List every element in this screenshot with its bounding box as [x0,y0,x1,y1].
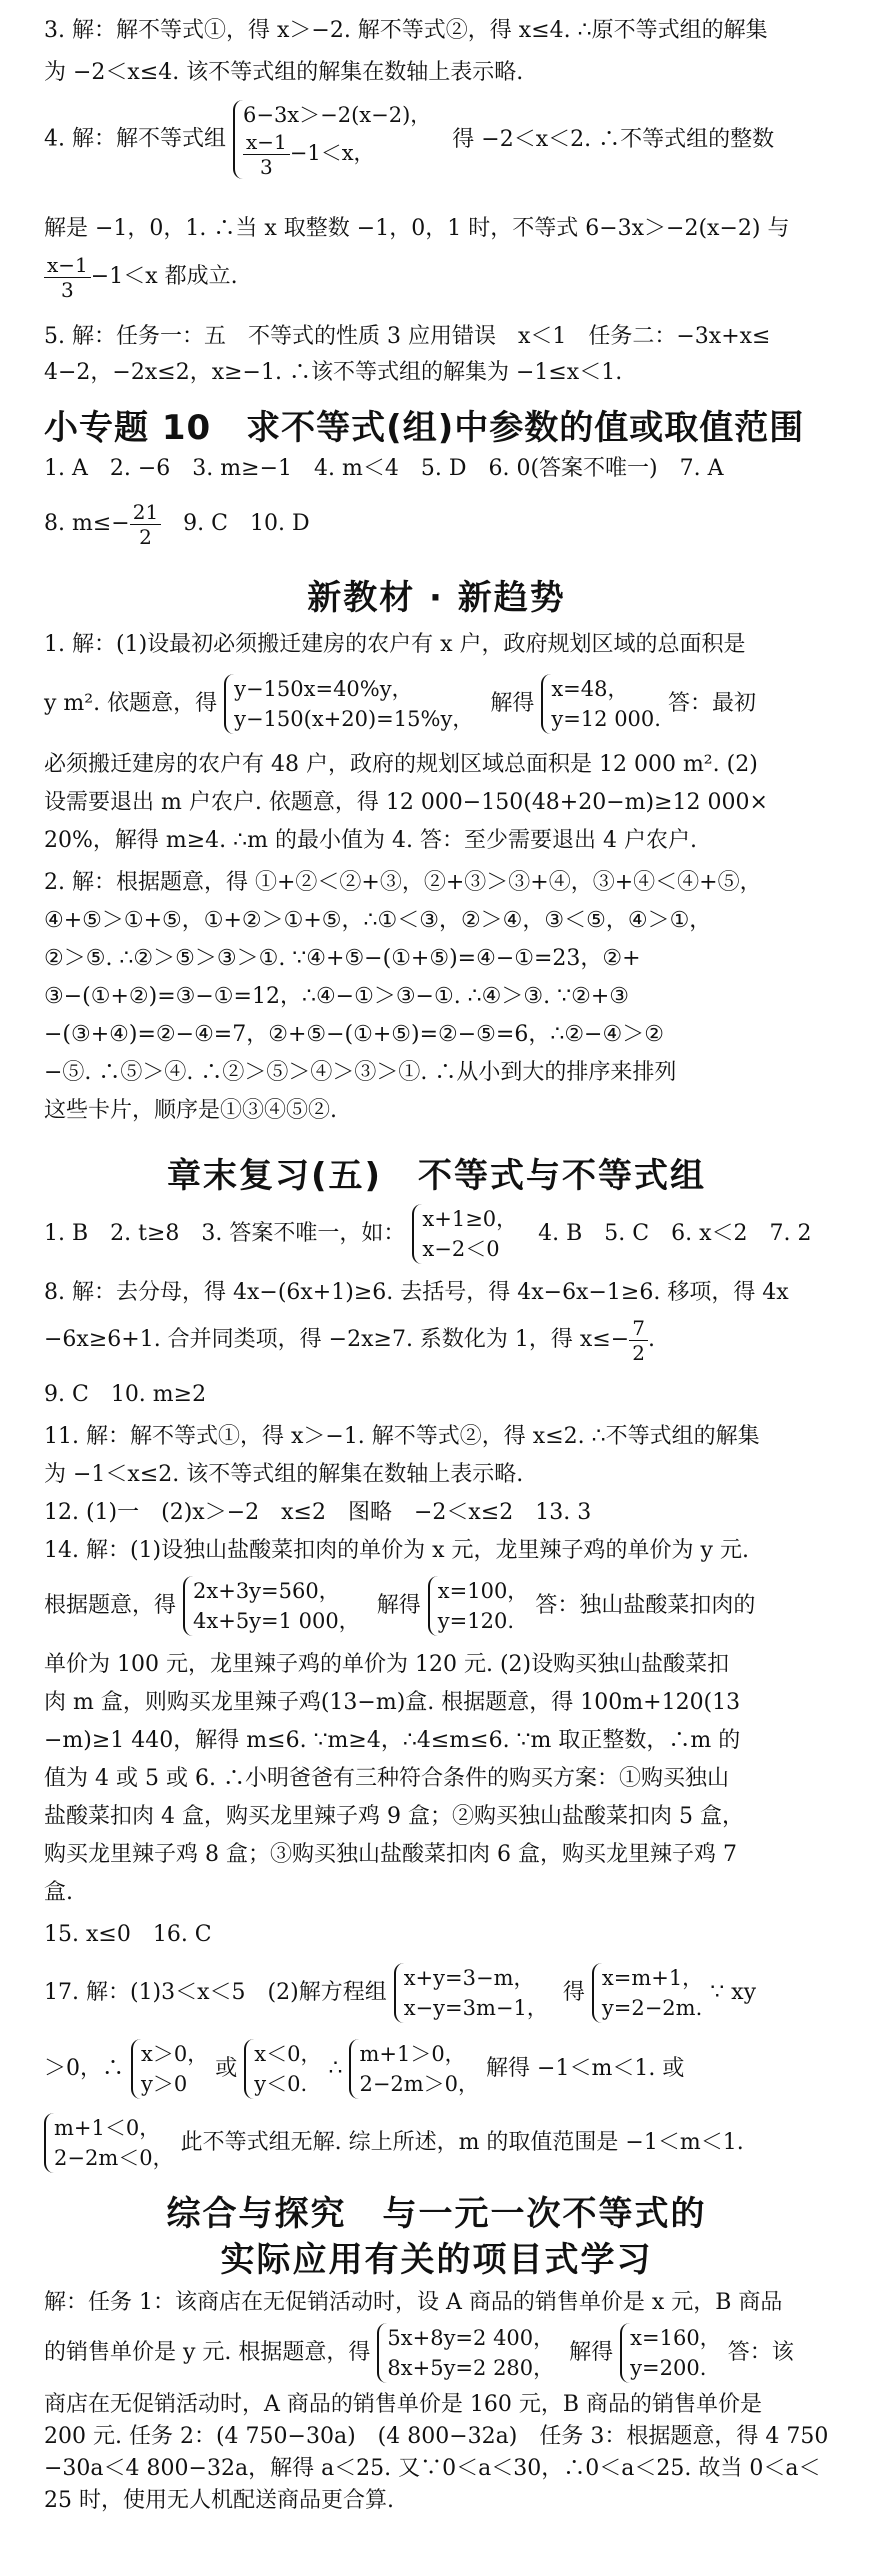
inequality-system: 6−3x＞−2(x−2)， $\frac{x-1}{3}$ −1＜x， [233,100,431,179]
section-heading-chapter-review: 章末复习(五) 不等式与不等式组 [166,1156,707,1196]
review-8-line-2: −6x≥6+1. 合并同类项，得 −2x≥7. 系数化为 1，得 x≤− $\frac{7}{2}$ . [44,1315,655,1365]
answer-4-line-2: 解是 −1，0，1. ∴当 x 取整数 −1，0，1 时，不等式 6−3x＞−2(x−2) 与 [44,216,790,241]
review-14-line-6: 值为 4 或 5 或 6. ∴小明爸爸有三种符合条件的购买方案：①购买独山 [44,1766,729,1791]
review-14-line-7: 盐酸菜扣肉 4 盒，购买龙里辣子鸡 9 盒；②购买独山盐酸菜扣肉 5 盒， [44,1804,744,1829]
review-14-line-5: −m)≥1 440，解得 m≤6. ∵m≥4，∴4≤m≤6. ∵m 取正整数，∴m 的 [44,1728,741,1753]
project-line-1: 解：任务 1：该商店在无促销活动时，设 A 商品的销售单价是 x 元，B 商品 [44,2290,783,2315]
special-answers-line-2: 8. m≤− $\frac{21}{2}$ 9. C 10. D [44,499,310,549]
review-15-line: 15. x≤0 16. C [44,1922,212,1947]
new-2-line-7: 这些卡片，顺序是①③④⑤②. [44,1098,337,1123]
answer-5-line-2: 4−2，−2x≤2，x≥−1. ∴该不等式组的解集为 −1≤x＜1. [44,360,623,385]
review-line-1: 1. B 2. t≥8 3. 答案不唯一，如： x+1≥0， x−2＜0 4. B 5. C 6. x＜2 7. 2 [44,1200,841,1268]
review-17-line-3: m+1＜0， 2−2m＜0， 此不等式组无解. 综上所述，m 的取值范围是 −1＜m＜1. [44,2108,841,2178]
answer-4-line-1: 4. 解：解不等式组 6−3x＞−2(x−2)， $\frac{x-1}{3}$ −1＜x， 得 −2＜x＜2. ∴不等式组的整数 [44,100,841,179]
new-1-line-3: 必须搬迁建房的农户有 48 户，政府的规划区域总面积是 12 000 m². (2) [44,752,758,777]
new-1-line-2: y m². 依题意，得 y−150x=40%y， y−150(x+20)=15%y， 解得 x=48， y=12 000. 答：最初 [44,668,841,740]
project-line-4: 200 元. 任务 2：(4 750−30a) (4 800−32a) 任务 3：根据题意，得 4 750 [44,2424,829,2449]
review-9-line: 9. C 10. m≥2 [44,1382,207,1407]
review-11-line-1: 11. 解：解不等式①，得 x＞−1. 解不等式②，得 x≤2. ∴不等式组的解集 [44,1424,760,1449]
project-line-3: 商店在无促销活动时，A 商品的销售单价是 160 元，B 商品的销售单价是 [44,2392,763,2417]
review-14-line-4: 肉 m 盒，则购买龙里辣子鸡(13−m)盒. 根据题意，得 100m+120(13 [44,1690,741,1715]
new-1-line-4: 设需要退出 m 户农户. 依题意，得 12 000−150(48+20−m)≥12 000× [44,790,768,815]
answer-4-line-3: $\frac{x-1}{3}$ −1＜x 都成立. [44,250,841,304]
section-heading-project-2: 实际应用有关的项目式学习 [220,2240,653,2280]
new-2-line-1: 2. 解：根据题意，得 ①+②＜②+③，②+③＞③+④，③+④＜④+⑤， [44,870,762,895]
answer-5-line-1: 5. 解：任务一：五 不等式的性质 3 应用错误 x＜1 任务二：−3x+x≤ [44,324,771,349]
new-2-line-4: ③−(①+②)=③−①=12，∴④−①＞③−①. ∴④＞③. ∵②+③ [44,984,629,1009]
section-heading-new-trend: 新教材 · 新趋势 [307,578,566,618]
new-2-line-6: −⑤. ∴⑤＞④. ∴②＞⑤＞④＞③＞①. ∴从小到大的排序来排列 [44,1060,677,1085]
review-14-line-3: 单价为 100 元，龙里辣子鸡的单价为 120 元. (2)设购买独山盐酸菜扣 [44,1652,730,1677]
review-14-line-9: 盒. [44,1880,73,1905]
special-answers-line-1: 1. A 2. −6 3. m≥−1 4. m＜4 5. D 6. 0(答案不唯一) 7. A [44,456,724,481]
review-17-line-1: 17. 解：(1)3＜x＜5 (2)解方程组 x+y=3−m， x−y=3m−1， 得 x=m+1， y=2−2m. ∵ xy [44,1958,841,2028]
new-1-line-5: 20%，解得 m≥4. ∴m 的最小值为 4. 答：至少需要退出 4 户农户. [44,828,697,853]
review-14-line-1: 14. 解：(1)设独山盐酸菜扣肉的单价为 x 元，龙里辣子鸡的单价为 y 元. [44,1538,749,1563]
new-1-line-1: 1. 解：(1)设最初必须搬迁建房的农户有 x 户，政府规划区域的总面积是 [44,632,746,657]
new-2-line-3: ②＞⑤. ∴②＞⑤＞③＞①. ∵④+⑤−(①+⑤)=④−①=23，②+ [44,946,641,971]
new-2-line-5: −(③+④)=②−④=7，②+⑤−(①+⑤)=②−⑤=6，∴②−④＞② [44,1022,664,1047]
review-12-line: 12. (1)一 (2)x＞−2 x≤2 图略 −2＜x≤2 13. 3 [44,1500,592,1525]
section-heading-project-1: 综合与探究 与一元一次不等式的 [166,2194,707,2234]
review-14-line-2: 根据题意，得 2x+3y=560， 4x+5y=1 000， 解得 x=100， y=120. 答：独山盐酸菜扣肉的 [44,1570,841,1642]
answer-3-line-2: 为 −2＜x≤4. 该不等式组的解集在数轴上表示略. [44,60,524,85]
review-11-line-2: 为 −1＜x≤2. 该不等式组的解集在数轴上表示略. [44,1462,524,1487]
project-line-5: −30a＜4 800−32a，解得 a＜25. 又∵0＜a＜30，∴0＜a＜25. 故当 0＜a＜ [44,2456,821,2481]
review-14-line-8: 购买龙里辣子鸡 8 盒；③购买独山盐酸菜扣肉 6 盒，购买龙里辣子鸡 7 [44,1842,737,1867]
review-17-line-2: ＞0，∴ x＞0， y＞0 或 x＜0， y＜0. ∴ m+1＞0， 2−2m＞0， 解得 −1＜m＜1. 或 [44,2034,841,2104]
project-line-6: 25 时，使用无人机配送商品更合算. [44,2488,394,2513]
answer-3-line-1: 3. 解：解不等式①，得 x＞−2. 解不等式②，得 x≤4. ∴原不等式组的解集 [44,18,768,43]
new-2-line-2: ④+⑤＞①+⑤，①+②＞①+⑤，∴①＜③，②＞④，③＜⑤，④＞①， [44,908,712,933]
review-8-line-1: 8. 解：去分母，得 4x−(6x+1)≥6. 去括号，得 4x−6x−1≥6. 移项，得 4x [44,1280,789,1305]
section-heading-special-10: 小专题 10 求不等式(组)中参数的值或取值范围 [44,408,805,448]
project-line-2: 的销售单价是 y 元. 根据题意，得 5x+8y=2 400， 8x+5y=2 280， 解得 x=160， y=200. 答：该 [44,2318,841,2388]
